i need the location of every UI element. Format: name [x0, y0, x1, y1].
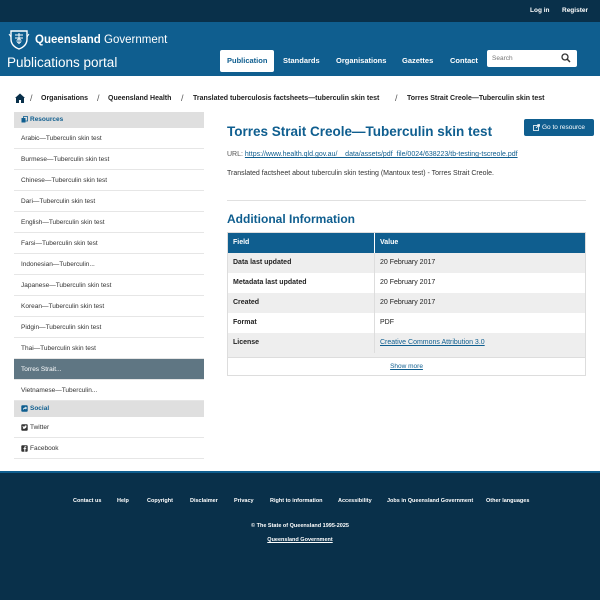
social-twitter[interactable]: [14, 417, 204, 438]
copy-icon: [21, 116, 28, 123]
footer-links: [0, 498, 600, 508]
social-heading: [14, 401, 204, 417]
value-cell: [375, 333, 585, 353]
search-input[interactable]: [492, 53, 557, 64]
nav-publication[interactable]: Publication: [220, 50, 274, 72]
go-to-resource-button[interactable]: [524, 119, 594, 136]
queensland-crest-icon[interactable]: [8, 28, 30, 50]
resource-item-indonesian[interactable]: Indonesian—Tuberculin...: [14, 254, 204, 275]
social-facebook[interactable]: [14, 438, 204, 459]
resource-item-vietnamese[interactable]: Vietnamese—Tuberculin...: [14, 380, 204, 401]
table-row: [228, 273, 585, 293]
site-header: [0, 22, 600, 76]
breadcrumb-separator: /: [97, 93, 100, 103]
resource-item-thai[interactable]: Thai—Tuberculin skin test: [14, 338, 204, 359]
facebook-icon: [21, 445, 28, 452]
field-cell: Metadata last updated: [228, 273, 375, 293]
resource-description: Translated factsheet about tuberculin skin testing (Mantoux test) - Torres Strait Creole.: [227, 170, 494, 177]
field-cell: License: [228, 333, 375, 353]
breadcrumb-separator: /: [395, 93, 398, 103]
footer-help[interactable]: Help: [117, 498, 129, 504]
resource-item-chinese[interactable]: Chinese—Tuberculin skin test: [14, 170, 204, 191]
nav-gazettes[interactable]: Gazettes: [402, 56, 434, 65]
resource-url: [227, 151, 518, 158]
footer-jobs[interactable]: Jobs in Queensland Government: [387, 498, 474, 504]
login-link[interactable]: Log in: [530, 7, 550, 14]
home-icon[interactable]: [14, 92, 26, 104]
page-title: Torres Strait Creole—Tuberculin skin test: [227, 124, 493, 139]
value-cell: 20 February 2017: [380, 259, 436, 266]
search-box: [487, 50, 577, 67]
queensland-government-link[interactable]: Queensland Government: [267, 537, 333, 543]
breadcrumb-factsheets[interactable]: Translated tuberculosis factsheets—tuberculin skin test: [193, 95, 380, 102]
nav-contact[interactable]: Contact: [450, 56, 478, 65]
field-cell: Format: [228, 313, 375, 333]
brand-name[interactable]: [35, 34, 167, 46]
table-row: [228, 333, 585, 353]
footer-right-to-information[interactable]: Right to information: [270, 498, 323, 504]
resource-item-farsi[interactable]: Farsi—Tuberculin skin test: [14, 233, 204, 254]
top-bar: [0, 0, 600, 22]
resource-item-dari[interactable]: Dari—Tuberculin skin test: [14, 191, 204, 212]
footer-contact-us[interactable]: Contact us: [73, 498, 102, 504]
additional-info-heading: Additional Information: [227, 212, 355, 226]
resource-item-english[interactable]: English—Tuberculin skin test: [14, 212, 204, 233]
breadcrumb-separator: /: [30, 93, 33, 103]
breadcrumb-current: Torres Strait Creole—Tuberculin skin test: [407, 95, 545, 102]
site-footer: [0, 471, 600, 600]
breadcrumb-separator: /: [181, 93, 184, 103]
brand-bold: Queensland: [35, 34, 101, 46]
go-to-resource-label: Go to resource: [542, 124, 585, 131]
copyright-text: © The State of Queensland 1995-2025: [251, 523, 349, 529]
url-label: URL:: [227, 151, 243, 158]
footer-privacy[interactable]: Privacy: [234, 498, 254, 504]
nav-standards[interactable]: Standards: [283, 56, 320, 65]
field-cell: Data last updated: [228, 253, 375, 273]
value-cell: 20 February 2017: [380, 279, 436, 286]
brand-rest: Government: [100, 34, 168, 46]
table-row: [228, 313, 585, 333]
nav-organisations[interactable]: Organisations: [336, 56, 387, 65]
share-icon: [21, 405, 28, 412]
field-cell: Created: [228, 293, 375, 313]
register-link[interactable]: Register: [562, 7, 589, 14]
breadcrumb-queensland-health[interactable]: Queensland Health: [108, 95, 172, 102]
facebook-label: Facebook: [30, 445, 59, 452]
license-link[interactable]: Creative Commons Attribution 3.0: [380, 339, 485, 346]
footer-disclaimer[interactable]: Disclaimer: [190, 498, 218, 504]
resource-item-pidgin[interactable]: Pidgin—Tuberculin skin test: [14, 317, 204, 338]
resource-item-burmese[interactable]: Burmese—Tuberculin skin test: [14, 149, 204, 170]
value-cell: PDF: [380, 319, 394, 326]
footer-accessibility[interactable]: Accessibility: [338, 498, 372, 504]
table-row: [228, 253, 585, 273]
url-link[interactable]: https://www.health.qld.gov.au/__data/assets/pdf_file/0024/638223/tb-testing-tscreole.pdf: [244, 151, 518, 158]
footer-copyright[interactable]: Copyright: [147, 498, 173, 504]
table-row: [228, 293, 585, 313]
resource-item-korean[interactable]: Korean—Tuberculin skin test: [14, 296, 204, 317]
sidebar: [14, 112, 204, 459]
twitter-label: Twitter: [30, 424, 50, 431]
resource-item-japanese[interactable]: Japanese—Tuberculin skin test: [14, 275, 204, 296]
portal-title[interactable]: Publications portal: [7, 55, 118, 70]
show-more-link[interactable]: Show more: [228, 357, 585, 375]
breadcrumb-organisations[interactable]: Organisations: [41, 95, 89, 102]
resources-heading-label: Resources: [30, 116, 64, 123]
section-divider: [227, 200, 586, 201]
resource-item-torres-strait[interactable]: Torres Strait...: [14, 359, 204, 380]
external-link-icon: [533, 124, 540, 131]
additional-info-table: [227, 232, 586, 376]
twitter-icon: [21, 424, 28, 431]
column-header-field: Field: [228, 233, 375, 253]
footer-other-languages[interactable]: Other languages: [486, 498, 530, 504]
value-cell: 20 February 2017: [380, 299, 436, 306]
table-header-row: [228, 233, 585, 253]
resources-heading: [14, 112, 204, 128]
social-heading-label: Social: [30, 405, 50, 412]
column-header-value: Value: [380, 239, 399, 246]
resource-item-arabic[interactable]: Arabic—Tuberculin skin test: [14, 128, 204, 149]
search-icon[interactable]: [561, 53, 571, 63]
